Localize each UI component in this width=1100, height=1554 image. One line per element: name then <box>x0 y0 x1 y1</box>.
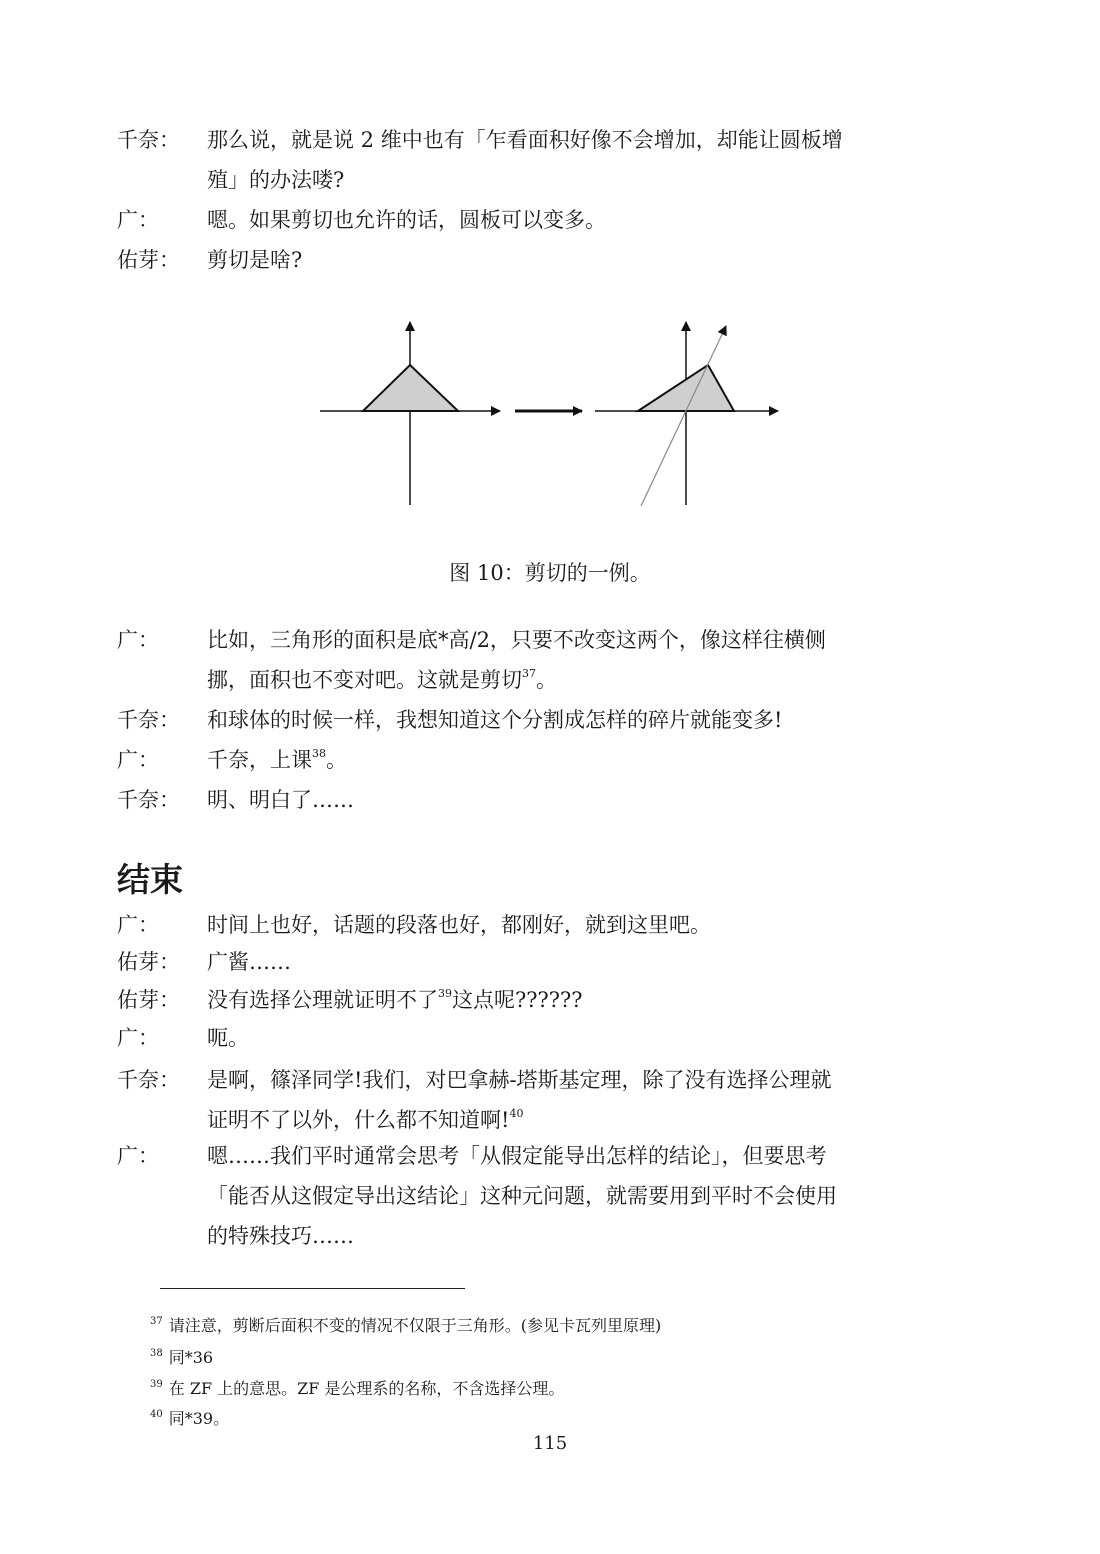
speaker: 广： <box>117 628 159 652</box>
dialogue-line <box>117 200 907 240</box>
speaker: 广： <box>117 748 159 772</box>
speaker: 佑芽： <box>117 950 180 974</box>
footnote <box>150 1403 229 1431</box>
footnote <box>150 1342 213 1370</box>
text-line: 。 <box>536 668 557 692</box>
dialogue-line <box>117 240 907 280</box>
dialogue-text: 嗯。如果剪切也允许的话，圆板可以变多。 <box>207 208 606 232</box>
dialogue-text: 广酱…… <box>207 950 291 974</box>
dialogue-text: 明、明白了…… <box>207 788 354 812</box>
footnote-number: 37 <box>150 1316 163 1327</box>
dialogue-line <box>117 780 907 820</box>
dialogue-text: 那么说，就是说 2 维中也有「乍看面积好像不会增加，却能让圆板增 殖」的办法喽? <box>207 128 843 192</box>
dialogue-line <box>117 905 907 945</box>
dialogue-line <box>117 980 907 1020</box>
footnote <box>150 1373 564 1401</box>
speaker: 千奈： <box>117 1068 180 1092</box>
text-line: 挪，面积也不变对吧。这就是剪切 <box>207 668 522 692</box>
dialogue-line <box>117 1136 907 1256</box>
footnote-number: 40 <box>150 1409 163 1420</box>
speaker: 千奈： <box>117 128 180 152</box>
left-axes <box>320 322 500 505</box>
dialogue-text: 时间上也好，话题的段落也好，都刚好，就到这里吧。 <box>207 913 711 937</box>
section-title: 结束 <box>117 860 183 899</box>
text-line: 比如，三角形的面积是底*高/2，只要不改变这两个，像这样往横侧 <box>207 628 826 652</box>
dialogue-line <box>117 1018 907 1058</box>
dialogue-line <box>117 120 907 200</box>
speaker: 广： <box>117 1026 159 1050</box>
footnote-text: 在 ZF 上的意思。ZF 是公理系的名称，不含选择公理。 <box>168 1379 565 1398</box>
speaker: 佑芽： <box>117 988 180 1012</box>
text-line: 是啊，篠泽同学!我们，对巴拿赫-塔斯基定理，除了没有选择公理就 <box>207 1068 832 1092</box>
footnote-text: 同*36 <box>168 1348 214 1367</box>
speaker: 广： <box>117 208 159 232</box>
dialogue-line <box>117 700 907 740</box>
dialogue-text <box>207 1060 907 1140</box>
speaker: 佑芽： <box>117 248 180 272</box>
dialogue-text: 和球体的时候一样，我想知道这个分割成怎样的碎片就能变多! <box>207 708 783 732</box>
footnote-ref[interactable]: 38 <box>312 747 326 760</box>
dialogue-line <box>117 942 907 982</box>
footnote-rule <box>160 1288 465 1289</box>
speaker: 千奈： <box>117 788 180 812</box>
original-triangle <box>363 365 458 411</box>
footnote <box>150 1310 661 1338</box>
dialogue-line <box>117 620 907 700</box>
dialogue-line <box>117 1060 907 1140</box>
page-number: 115 <box>532 1433 568 1454</box>
figure-caption: 图 10：剪切的一例。 <box>449 561 651 585</box>
text-line: 这点呢?????? <box>452 988 583 1012</box>
speaker: 广： <box>117 913 159 937</box>
text-line: 没有选择公理就证明不了 <box>207 988 438 1012</box>
text-line: 千奈，上课 <box>207 748 312 772</box>
text-line: 。 <box>326 748 347 772</box>
dialogue-text <box>207 740 907 780</box>
footnote-text: 请注意，剪断后面积不变的情况不仅限于三角形。(参见卡瓦列里原理) <box>168 1316 662 1335</box>
dialogue-text <box>207 980 907 1020</box>
dialogue-text <box>207 620 907 700</box>
speaker: 千奈： <box>117 708 180 732</box>
dialogue-text: 嗯……我们平时通常会思考「从假定能导出怎样的结论」，但要思考 「能否从这假定导出这结论」这种元问题，就需要用到平时不会使用 的特殊技巧…… <box>207 1144 837 1248</box>
footnote-text: 同*39。 <box>168 1409 230 1428</box>
footnote-number: 39 <box>150 1379 163 1390</box>
footnote-ref[interactable]: 39 <box>438 987 452 1000</box>
right-axes <box>595 322 778 505</box>
text-line: 证明不了以外，什么都不知道啊! <box>207 1108 510 1132</box>
shear-line <box>641 326 726 506</box>
dialogue-line <box>117 740 907 780</box>
speaker: 广： <box>117 1144 159 1168</box>
footnote-number: 38 <box>150 1348 163 1359</box>
footnote-ref[interactable]: 37 <box>522 667 536 680</box>
footnote-ref[interactable]: 40 <box>509 1107 524 1120</box>
dialogue-text: 呃。 <box>207 1026 249 1050</box>
shear-figure <box>310 310 790 520</box>
dialogue-text: 剪切是啥? <box>207 248 303 272</box>
